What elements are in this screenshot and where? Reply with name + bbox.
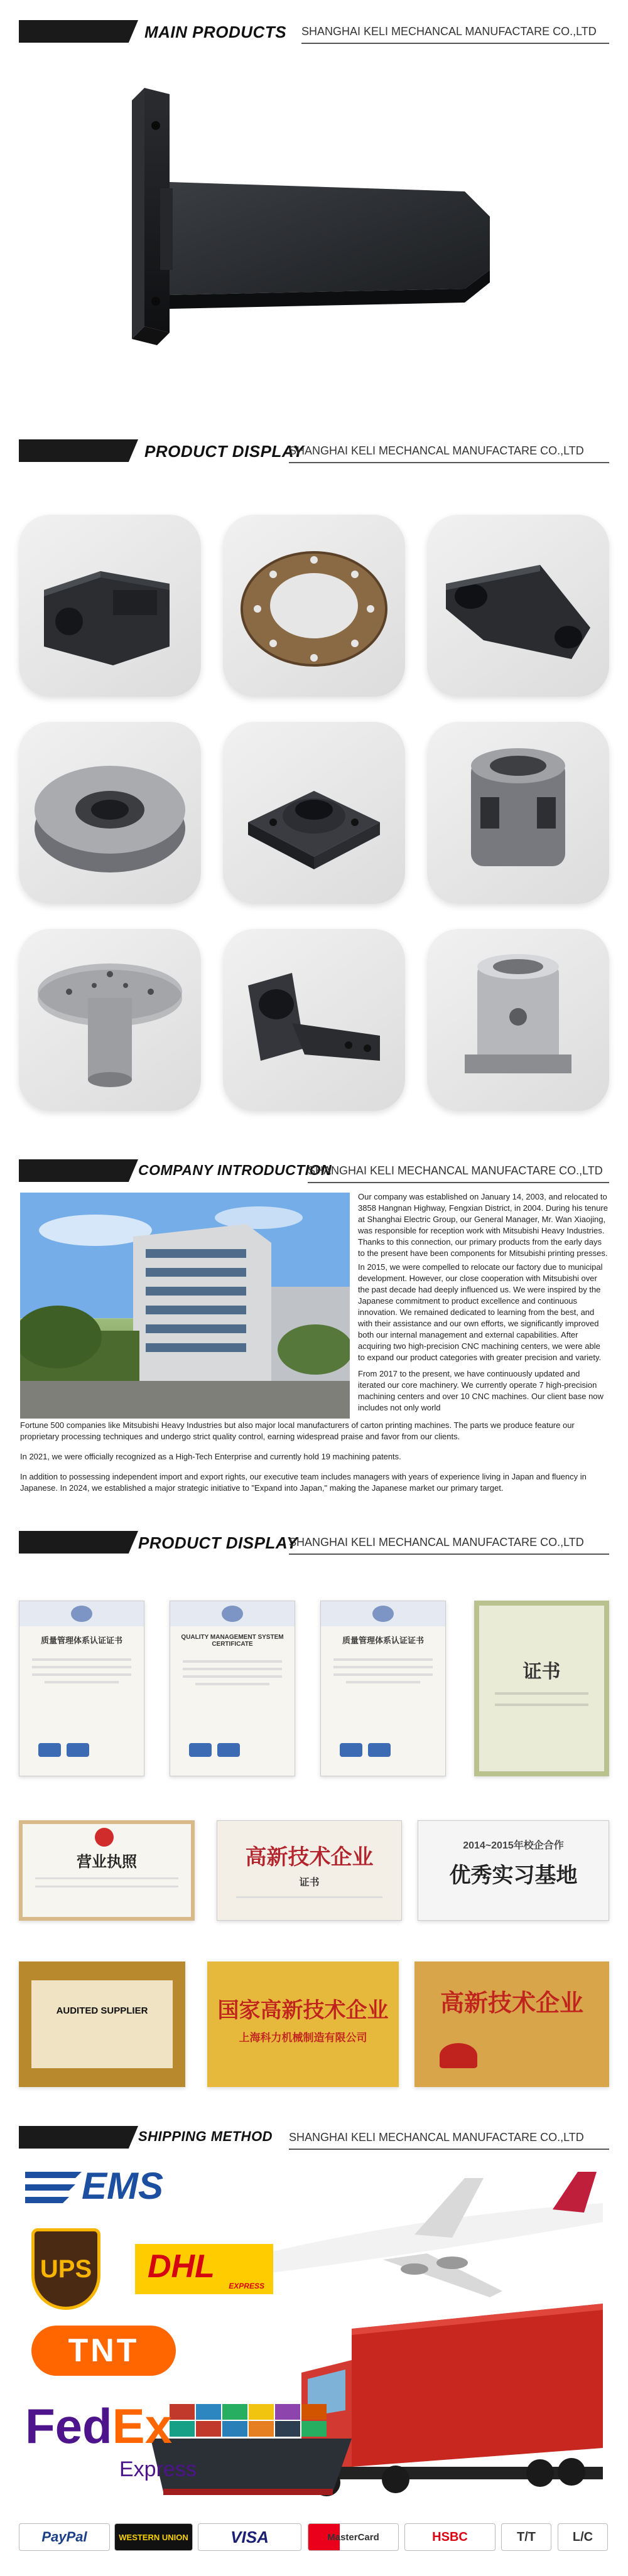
ems-logo: [25, 2159, 201, 2216]
company-name: SHANGHAI KELI MECHANCAL MANUFACTARE CO.,LTD: [289, 1536, 584, 1548]
cert-logo-icon: [71, 1606, 92, 1622]
cert-badge-icon: [189, 1743, 212, 1757]
cylinder-part-image: [427, 929, 609, 1111]
cert-badge-icon: [67, 1743, 89, 1757]
cert-main-text: 优秀实习基地: [449, 1864, 578, 1887]
certificate[interactable]: [19, 1601, 144, 1776]
cert-logo-band: [170, 1601, 295, 1626]
product-tile[interactable]: [19, 722, 201, 904]
main-product-image: [100, 82, 502, 358]
hsbc-badge: HSBC: [404, 2523, 495, 2551]
header-bar: [19, 2126, 138, 2149]
header-rule: [308, 1182, 609, 1183]
company-name: SHANGHAI KELI MECHANCAL MANUFACTARE CO.,LTD: [289, 444, 584, 457]
section-title: PRODUCT DISPLAY: [144, 442, 305, 461]
cert-subtitle: 证书: [299, 1877, 320, 1888]
cert-logo-icon: [372, 1606, 394, 1622]
fedex-ex-text: Ex: [112, 2398, 173, 2454]
certificate[interactable]: [320, 1601, 446, 1776]
product-display-header: [19, 438, 609, 463]
cert-title: 高新技术企业: [440, 1990, 583, 2017]
cert-title: AUDITED SUPPLIER: [56, 2005, 148, 2016]
dhl-sub-text: EXPRESS: [229, 2282, 264, 2290]
cert-logo-band: [321, 1601, 445, 1626]
block-part-image: [19, 515, 201, 697]
cert-logo-band: [19, 1601, 144, 1626]
product-tile[interactable]: [19, 515, 201, 697]
intro-paragraph-3a: From 2017 to the present, we have continuously updated and iterated our core machinery. We currently operate 7 high-precision machining centers and over 10 CNC machines. Our client base now includes not only world: [358, 1369, 604, 1412]
bracket-part-image: [223, 929, 405, 1111]
cert-line: [183, 1668, 282, 1670]
main-products-header: [19, 19, 609, 44]
certificate[interactable]: [19, 1962, 185, 2087]
tt-badge: T/T: [501, 2523, 551, 2551]
square-flange-image: [223, 722, 405, 904]
cert-badge-icon: [38, 1743, 61, 1757]
cert-line: [183, 1675, 282, 1678]
cert-line: [35, 1877, 178, 1879]
cert-logo-icon: [222, 1606, 243, 1622]
link-part-image: [427, 515, 609, 697]
intro-paragraph-1: Our company was established on January 14, 2003, and relocated to 3858 Hangnan Highway, Fengxian District, in 2004. During his tenure at Shanghai Electric Group, our General Manager, Mr. Wan Xiaojing, was responsible for reception work with Mitsubishi Heavy Industries. Thanks to this connection, our primary products from the early days to the present have been components for Mitsubishi printing presses.: [358, 1192, 608, 1258]
flame-logo-icon: [440, 2043, 477, 2068]
cert-line: [346, 1681, 420, 1683]
header-rule: [289, 2149, 609, 2150]
intro-paragraph-2: In 2015, we were compelled to relocate our factory due to municipal development. However, our close cooperation with Mitsubishi over the past decade had deeply influenced us. We were inspired by the Japanese commitment to product excellence and continuous innovation. We remained dedicated to learning from the best, and with their assistance and our own efforts, we significantly improved both our internal management and external capabilities. After acquiring two high-precision CNC machining centers, we were able to expand our product categories with greater precision and variety.: [358, 1262, 603, 1362]
cert-title: QUALITY MANAGEMENT SYSTEM CERTIFICATE: [181, 1634, 284, 1648]
cert-line: [32, 1673, 131, 1676]
fedex-logo: [25, 2398, 214, 2486]
cert-line: [495, 1704, 588, 1706]
header-bar: [19, 1531, 138, 1554]
header-bar: [19, 1159, 138, 1182]
section-title: COMPANY INTRODUCTION: [138, 1162, 332, 1178]
sleeve-part-image: [427, 722, 609, 904]
product-tile[interactable]: [223, 929, 405, 1111]
factory-building-image: [20, 1193, 350, 1419]
product-tile[interactable]: [223, 515, 405, 697]
header-rule: [289, 462, 609, 463]
cert-line: [236, 1896, 382, 1898]
company-name: SHANGHAI KELI MECHANCAL MANUFACTARE CO.,LTD: [308, 1164, 603, 1177]
visa-badge: VISA: [198, 2523, 301, 2551]
western-union-badge: WESTERN UNION: [114, 2523, 193, 2551]
intro-paragraph-3b: Fortune 500 companies like Mitsubishi Heavy Industries but also major local manufacturers of carton printing machines. The parts we produce feature our proprietary processing techniques and undergo strict quality control, earning widespread praise and favor from our clients.: [20, 1420, 575, 1441]
ems-text: EMS: [82, 2165, 164, 2207]
bronze-ring-image: [223, 515, 405, 697]
fedex-sub-text: Express: [119, 2457, 197, 2481]
lc-badge: L/C: [558, 2523, 608, 2551]
shipping-collage: [19, 2159, 609, 2511]
product-tile[interactable]: [223, 722, 405, 904]
ups-logo: [31, 2228, 100, 2310]
section-title: MAIN PRODUCTS: [144, 23, 287, 41]
certificate[interactable]: [170, 1601, 295, 1776]
certificate[interactable]: [418, 1820, 609, 1921]
company-name: SHANGHAI KELI MECHANCAL MANUFACTARE CO.,LTD: [301, 25, 597, 38]
national-emblem-icon: [95, 1828, 114, 1847]
section-title: SHIPPING METHOD: [138, 2128, 273, 2144]
product-tile[interactable]: [427, 929, 609, 1111]
cert-title: 质量管理体系认证证书: [342, 1636, 424, 1645]
product-tile[interactable]: [427, 722, 609, 904]
cert-line: [32, 1658, 131, 1661]
cert-title: 营业执照: [77, 1854, 137, 1870]
cert-badge-icon: [217, 1743, 240, 1757]
payment-methods: [19, 2518, 609, 2556]
paypal-badge: PayPal: [19, 2523, 110, 2551]
cert-line: [45, 1681, 119, 1683]
cert-title: 高新技术企业: [245, 1846, 374, 1869]
cert-line: [333, 1673, 433, 1676]
product-tile[interactable]: [427, 515, 609, 697]
factory-photo: [20, 1193, 350, 1419]
shipping-header: [19, 2125, 609, 2150]
header-bar: [19, 20, 138, 43]
cert-line: [333, 1666, 433, 1668]
certificate[interactable]: [207, 1962, 399, 2087]
cert-line: [195, 1683, 269, 1685]
fedex-fed-text: Fed: [25, 2398, 112, 2454]
certificate[interactable]: [414, 1962, 609, 2087]
steel-disc-image: [19, 722, 201, 904]
cert-title: 质量管理体系认证证书: [40, 1636, 122, 1645]
plaque-face: [31, 1980, 173, 2068]
flange-shaft-image: [19, 929, 201, 1111]
header-rule: [301, 43, 609, 44]
airplane-image: [226, 2165, 609, 2310]
ups-text: UPS: [40, 2255, 92, 2283]
cert-line: [183, 1660, 282, 1663]
section-title: PRODUCT DISPLAY: [138, 1533, 298, 1552]
cert-line: [333, 1658, 433, 1661]
tnt-logo: [31, 2326, 176, 2376]
certificate[interactable]: [474, 1601, 609, 1776]
mastercard-badge: MasterCard: [308, 2523, 399, 2551]
certificate[interactable]: [217, 1820, 402, 1921]
cert-title: 2014~2015年校企合作: [463, 1840, 564, 1851]
cert-line: [495, 1692, 588, 1695]
cert-title: 国家高新技术企业: [217, 1999, 389, 2022]
intro-paragraph-4: In 2021, we were officially recognized as a High-Tech Enterprise and currently hold 19 machining patents.: [20, 1452, 401, 1461]
dhl-logo: [135, 2244, 273, 2294]
company-intro-header: [19, 1158, 609, 1183]
cert-badge-icon: [340, 1743, 362, 1757]
header-rule: [289, 1554, 609, 1555]
cert-subtitle: 上海科力机械制造有限公司: [239, 2032, 367, 2044]
certificates-header: [19, 1530, 609, 1555]
tnt-text: TNT: [68, 2332, 139, 2369]
dhl-text: DHL: [148, 2248, 215, 2285]
cert-title: 证书: [522, 1661, 561, 1682]
header-bar: [19, 439, 138, 462]
product-tile[interactable]: [19, 929, 201, 1111]
company-name: SHANGHAI KELI MECHANCAL MANUFACTARE CO.,LTD: [289, 2131, 584, 2144]
cert-line: [32, 1666, 131, 1668]
certificate[interactable]: [19, 1820, 195, 1921]
cert-line: [35, 1886, 178, 1887]
intro-paragraph-5: In addition to possessing independent import and export rights, our executive team includes managers with years of experience living in Japan and fluency in Japanese. In 2024, we established a major strategic initiative to "Expand into Japan," making the Japanese market our primary target.: [20, 1472, 587, 1493]
cert-badge-icon: [368, 1743, 391, 1757]
